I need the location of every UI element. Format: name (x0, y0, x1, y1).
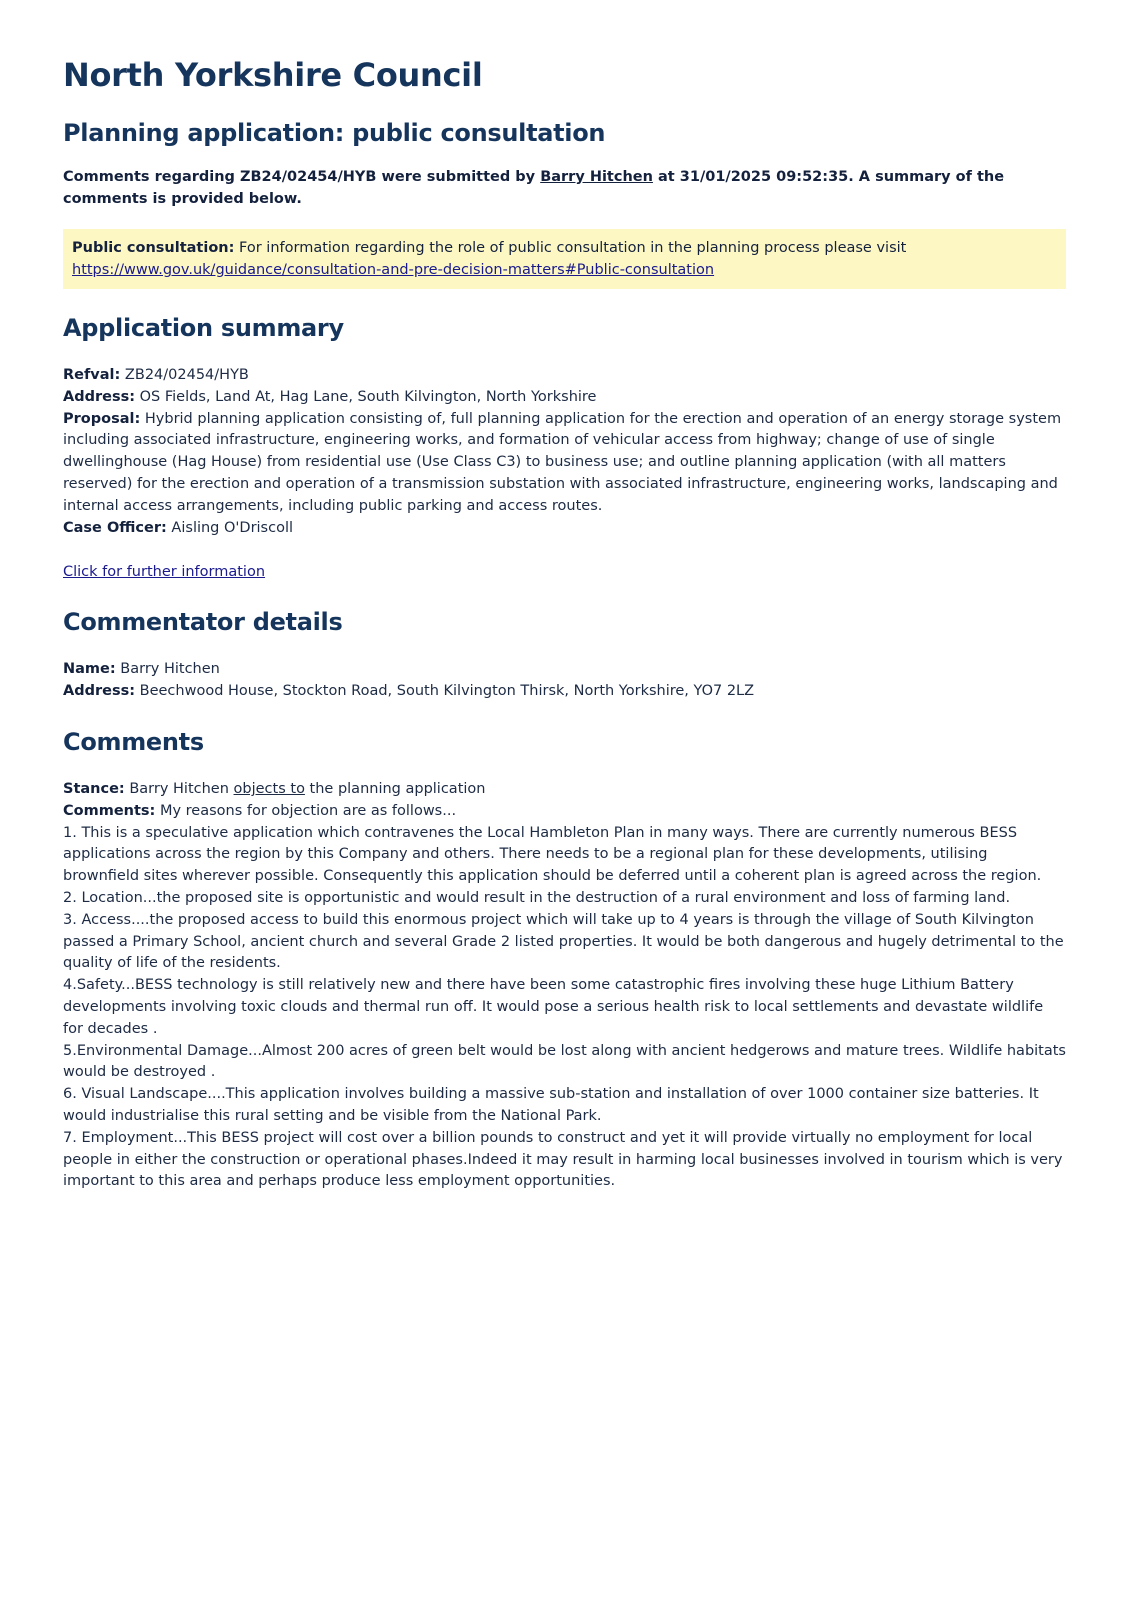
refval-value: ZB24/02454/HYB (120, 367, 249, 383)
comment-paragraph: 5.Environmental Damage...Almost 200 acres of green belt would be lost along with ancient hedgerows and mature trees. Wildlife habitats would be destroyed . (63, 1042, 1071, 1081)
proposal-row (63, 409, 1067, 518)
name-value: Barry Hitchen (115, 661, 220, 678)
case-officer-row (63, 518, 1067, 540)
commentator-details (63, 659, 1067, 703)
commentator-name-row (63, 659, 1067, 681)
submission-intro (63, 166, 1067, 210)
commentator-address-row (63, 681, 1067, 703)
comments-label: Comments: (63, 802, 156, 819)
address-label: Address: (63, 388, 136, 405)
case-officer-label: Case Officer: (63, 519, 167, 536)
intro-prefix: Comments regarding ZB24/02454/HYB were submitted by (63, 169, 541, 185)
commentator-address-value: Beechwood House, Stockton Road, South Kilvington Thirsk, North Yorkshire, YO7 2LZ (135, 683, 755, 700)
application-summary (63, 365, 1067, 539)
case-officer-value: Aisling O'Driscoll (166, 519, 294, 536)
stance-row (63, 779, 1067, 801)
application-summary-heading: Application summary (63, 314, 344, 342)
notice-text: For information regarding the role of public consultation in the planning process please visit (234, 240, 907, 256)
commentator-heading: Commentator details (63, 608, 343, 637)
refval-row (63, 365, 1067, 387)
further-info (63, 561, 1067, 583)
intro-suffix: at 31/01/2025 09:52:35. A summary of the comments is provided below. (63, 169, 1005, 207)
page-title: Planning application: public consultation (63, 119, 606, 147)
council-title: North Yorkshire Council (63, 56, 483, 94)
comment-paragraph: 4.Safety...BESS technology is still relatively new and there have been some catastrophic fires involving these huge Lithium Battery developments involving toxic clouds and thermal run off. It would pose a serious health risk to local settlements and devastate wildlife for decades . (63, 977, 1048, 1037)
comment-paragraph: 6. Visual Landscape....This application involves building a massive sub-station and installation of over 1000 container size batteries. It would industrialise this rural setting and be visible from the National Park. (63, 1086, 1044, 1124)
comments-heading: Comments (63, 727, 204, 756)
stance-suffix: the planning application (304, 780, 486, 797)
stance-value: objects to (233, 780, 305, 797)
address-value: OS Fields, Land At, Hag Lane, South Kilvington, North Yorkshire (135, 388, 597, 405)
public-consultation-notice (63, 229, 1066, 289)
stance-label: Stance: (63, 780, 125, 797)
name-label: Name: (63, 661, 116, 678)
comments-row (63, 801, 1067, 823)
comments-intro: My reasons for objection are as follows... (155, 802, 457, 819)
guidance-link[interactable]: https://www.gov.uk/guidance/consultation-and-pre-decision-matters#Public-consultation (72, 262, 715, 278)
refval-label: Refval: (63, 367, 121, 383)
proposal-value: Hybrid planning application consisting of, full planning application for the erection and operation of an energy storage system including associated infrastructure, engineering works, and formation of vehicular access from highway; change of use of single dwellinghouse (Hag House) from residential use (Use Class C3) to business use; and outline planning application (with all matters reserved) for the erection and operation of a transmission substation with associated infrastructure, engineering works, landscaping and internal access arrangements, including public parking and access routes. (63, 410, 1062, 514)
commentator-address-label: Address: (63, 683, 136, 700)
comment-paragraph: 3. Access....the proposed access to build this enormous project which will take up to 4 years is through the village of South Kilvington passed a Primary School, ancient church and several Grade 2 listed properties. It would be both dangerous and hugely detrimental to the quality of life of the residents. (63, 911, 1069, 972)
comment-paragraph: 1. This is a speculative application which contravenes the Local Hambleton Plan in many ways. There are currently numerous BESS applications across the region by this Company and others. There needs to be a regional plan for these developments, utilising brownfield sites wherever possible. Consequently this application should be deferred until a coherent plan is agreed across the region. (63, 824, 1042, 885)
comment-paragraph: 7. Employment...This BESS project will cost over a billion pounds to construct and yet it will provide virtually no employment for local people in either the construction or operational phases.Indeed it may result in harming local businesses involved in tourism which is very important to this area and perhaps produce less employment opportunities. (63, 1129, 1068, 1190)
notice-label: Public consultation: (72, 240, 235, 256)
further-information-link[interactable]: Click for further information (63, 564, 266, 581)
address-row (63, 387, 1067, 409)
comments-body (63, 779, 1071, 1193)
submitter-link[interactable]: Barry Hitchen (540, 169, 653, 185)
stance-prefix: Barry Hitchen (124, 780, 234, 797)
comment-paragraph: 2. Location...the proposed site is opportunistic and would result in the destruction of a rural environment and loss of farming land. (63, 889, 1011, 906)
proposal-label: Proposal: (63, 410, 141, 427)
